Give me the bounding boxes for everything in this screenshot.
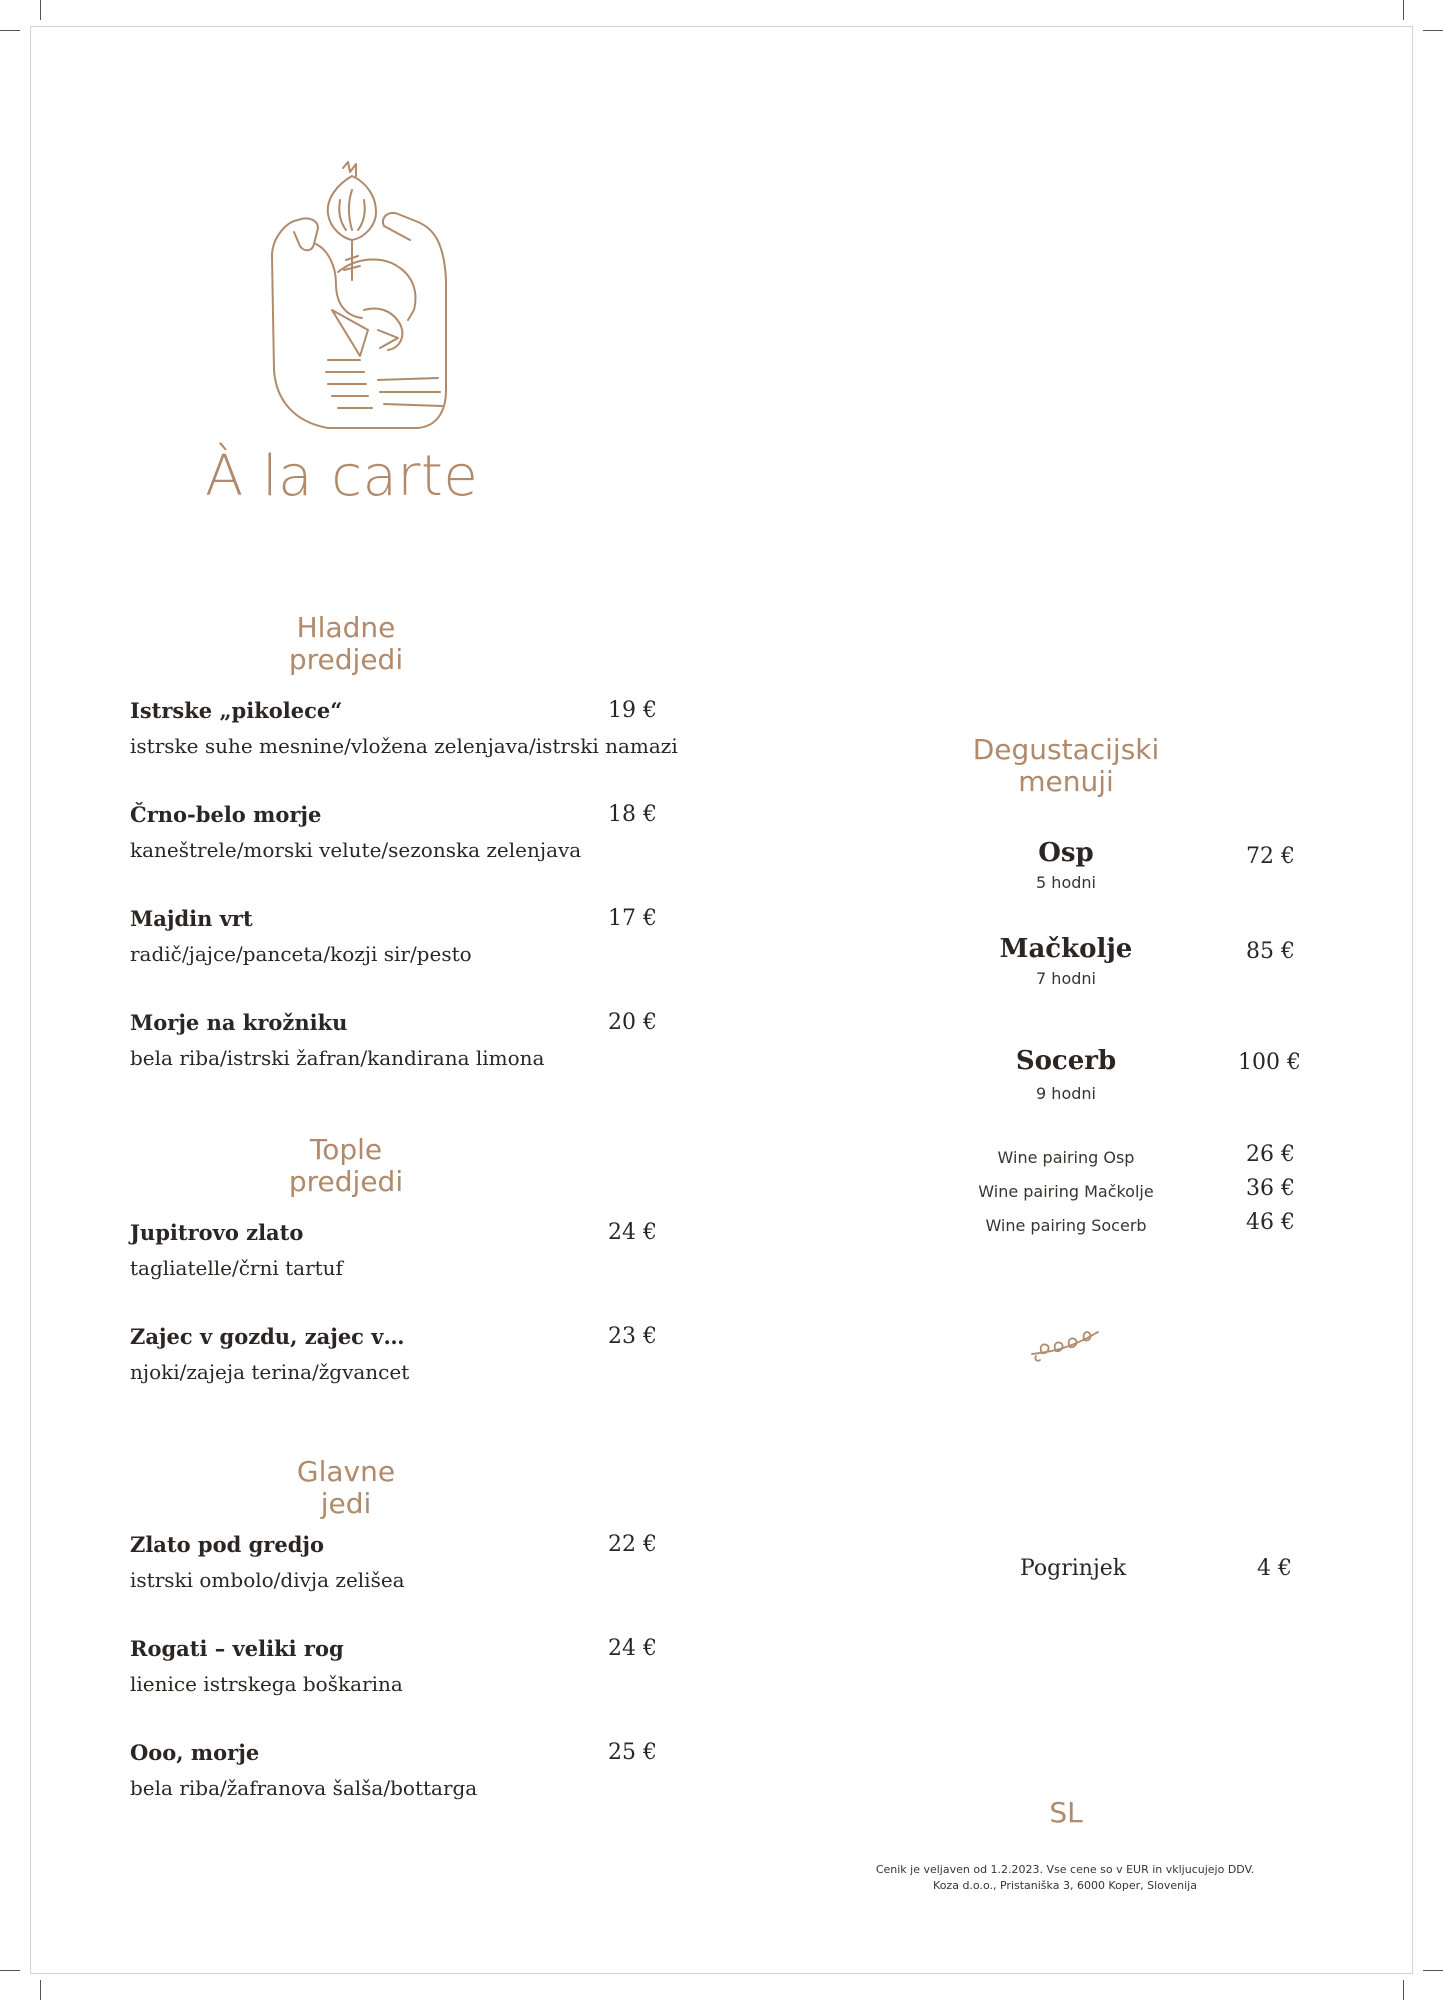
footer-line: Koza d.o.o., Pristaniška 3, 6000 Koper, Slovenija	[933, 1879, 1197, 1892]
section-heading-cold-starters	[196, 612, 496, 676]
crop-mark	[1423, 1970, 1443, 1971]
section-heading-line: menuji	[1018, 765, 1114, 798]
section-heading-warm-starters	[196, 1134, 496, 1198]
menu-item-price: 18 €	[608, 802, 657, 827]
menu-item-description: kaneštrele/morski velute/sezonska zelenjava	[130, 838, 582, 862]
menu-item-price: 24 €	[608, 1220, 657, 1245]
wine-pairing-price: 26 €	[1246, 1142, 1295, 1167]
cover-charge-price: 4 €	[1257, 1556, 1292, 1581]
menu-item-description: njoki/zajeja terina/žgvancet	[130, 1360, 410, 1384]
menu-item-price: 17 €	[608, 906, 657, 931]
section-heading-line: predjedi	[288, 643, 404, 676]
menu-item-name: Istrske „pikolece“	[130, 698, 343, 723]
crop-mark	[1403, 1980, 1404, 2000]
cover-charge-label: Pogrinjek	[1020, 1556, 1127, 1581]
section-heading-line: Hladne	[296, 611, 396, 644]
menu-item-description: bela riba/istrski žafran/kandirana limona	[130, 1046, 545, 1070]
language-code: SL	[1049, 1796, 1083, 1829]
section-heading-main-courses	[196, 1456, 496, 1520]
tasting-menu-price: 72 €	[1246, 844, 1295, 869]
tasting-menu-courses: 9 hodni	[1036, 1084, 1096, 1103]
wine-pairing-price: 36 €	[1246, 1176, 1295, 1201]
menu-item-name: Črno-belo morje	[130, 802, 322, 827]
menu-item-description: istrske suhe mesnine/vložena zelenjava/istrski namazi	[130, 734, 678, 758]
tasting-menu-courses: 7 hodni	[1036, 969, 1096, 988]
section-heading-line: predjedi	[288, 1165, 404, 1198]
menu-item-price: 23 €	[608, 1324, 657, 1349]
menu-item-price: 22 €	[608, 1532, 657, 1557]
crop-mark	[1403, 0, 1404, 20]
menu-item-name: Majdin vrt	[130, 906, 253, 931]
tasting-menu-name: Socerb	[1015, 1046, 1117, 1076]
menu-item-name: Jupitrovo zlato	[130, 1220, 304, 1245]
footer-note	[815, 1862, 1315, 1894]
menu-item-name: Rogati – veliki rog	[130, 1636, 344, 1661]
tasting-menu-name: Mačkolje	[999, 934, 1133, 964]
hand-holding-garlic-icon	[268, 160, 448, 434]
crop-mark	[0, 30, 20, 31]
section-heading-tasting-menus	[916, 734, 1216, 798]
section-heading-line: Glavne	[296, 1455, 396, 1488]
tasting-menu-price: 85 €	[1246, 939, 1295, 964]
section-heading-line: Tople	[309, 1133, 383, 1166]
menu-item-name: Ooo, morje	[130, 1740, 260, 1765]
menu-item-price: 20 €	[608, 1010, 657, 1035]
wine-pairing-label: Wine pairing Osp	[997, 1148, 1135, 1167]
crop-mark	[40, 0, 41, 20]
menu-item-name: Morje na krožniku	[130, 1010, 348, 1035]
section-heading-line: Degustacijski	[972, 733, 1160, 766]
tasting-menu-courses: 5 hodni	[1036, 873, 1096, 892]
footer-line: Cenik je veljaven od 1.2.2023. Vse cene so v EUR in vkljucujejo DDV.	[875, 1863, 1255, 1876]
menu-item-description: bela riba/žafranova šalša/bottarga	[130, 1776, 478, 1800]
menu-item-name: Zlato pod gredjo	[130, 1532, 325, 1557]
crop-mark	[1423, 30, 1443, 31]
tasting-menu-name: Osp	[1038, 838, 1094, 868]
crop-mark	[0, 1970, 20, 1971]
section-heading-line: jedi	[320, 1487, 372, 1520]
menu-item-price: 19 €	[608, 698, 657, 723]
menu-item-description: radič/jajce/panceta/kozji sir/pesto	[130, 942, 472, 966]
menu-item-description: tagliatelle/črni tartuf	[130, 1256, 343, 1280]
wine-pairing-label: Wine pairing Mačkolje	[978, 1182, 1154, 1201]
wine-pairing-price: 46 €	[1246, 1210, 1295, 1235]
menu-item-name: Zajec v gozdu, zajec v…	[130, 1324, 405, 1349]
menu-item-description: istrski ombolo/divja zelišea	[130, 1568, 405, 1592]
menu-item-description: lienice istrskega boškarina	[130, 1672, 403, 1696]
tasting-menu-price: 100 €	[1238, 1050, 1301, 1075]
wine-pairing-label: Wine pairing Socerb	[985, 1216, 1147, 1235]
page-title: À la carte	[205, 444, 479, 509]
crop-mark	[40, 1980, 41, 2000]
leaf-sprig-icon	[1028, 1326, 1104, 1366]
menu-item-price: 25 €	[608, 1740, 657, 1765]
menu-item-price: 24 €	[608, 1636, 657, 1661]
